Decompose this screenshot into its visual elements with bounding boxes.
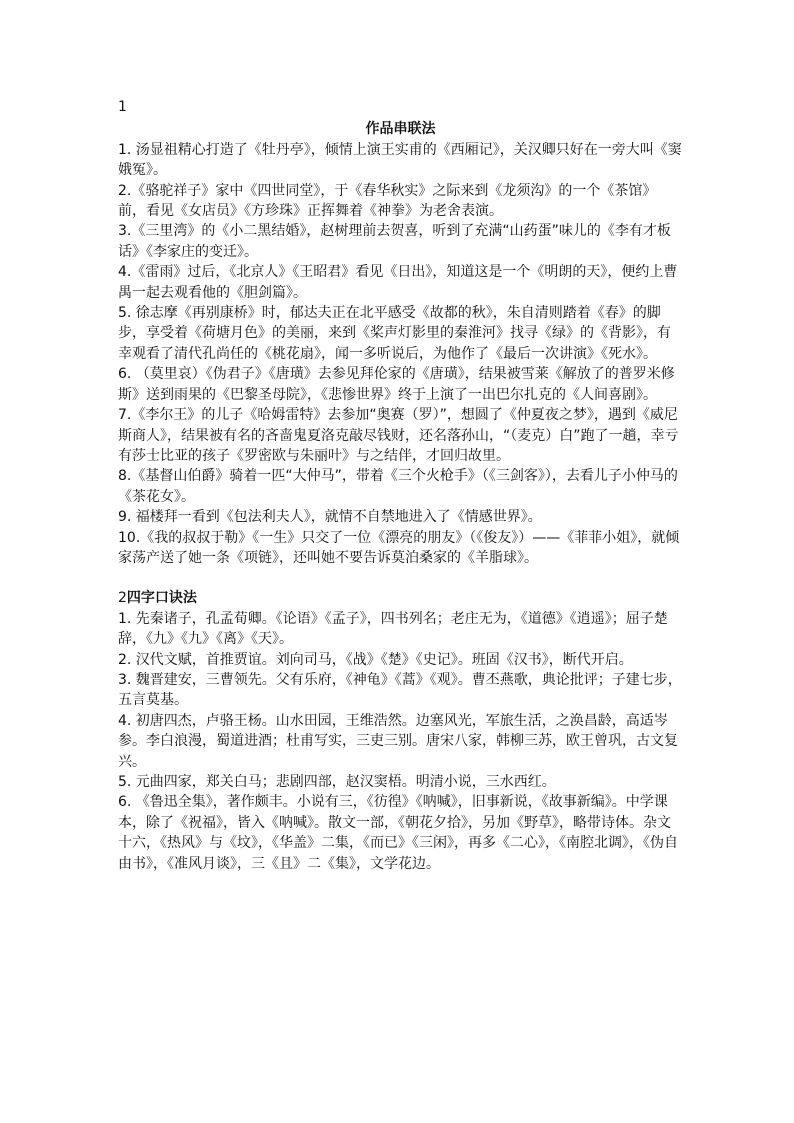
section-1-item: 3.《三里湾》的《小二黑结婚》，赵树理前去贺喜，听到了充满“山药蛋”味儿的《李有才板话》《李家庄的变迁》。 xyxy=(118,223,671,260)
section-2-item: 5. 元曲四家，郑关白马；悲剧四部，赵汉窦梧。明清小说，三水西红。 xyxy=(118,774,556,790)
section-1-item: 7.《李尔王》的儿子《哈姆雷特》去参加“奥赛（罗）”，想圆了《仲夏夜之梦》，遇到《威尼斯商人》，结果被有名的吝啬鬼夏洛克敲尽钱财，还名落孙山，“（麦克）白”跑了一趟，幸亏有莎士比亚的孩子《罗密欧与朱丽叶》与之结伴，才回归故里。 xyxy=(118,407,679,464)
section-2-heading xyxy=(118,588,683,608)
section-1-item: 8.《基督山伯爵》骑着一匹“大仲马”，带着《三个火枪手》（《三剑客》），去看儿子小仲马的《茶花女》。 xyxy=(118,468,678,505)
section-2-item: 3. 魏晋建安，三曹领先。父有乐府，《神龟》《蒿》《观》。曹丕燕歌，典论批评；子建七步，五言莫基。 xyxy=(118,671,682,709)
section-2-item: 6. 《鲁迅全集》，著作颇丰。小说有三，《彷徨》《呐喊》，旧事新说，《故事新编》。中学课本，除了《祝福》，皆入《呐喊》。散文一部，《朝花夕拾》，另加《野草》，略带诗体。杂文十六，《热风》与《坟》，《华盖》二集，《而已》《三闲》，再多《二心》，《南腔北调》，《伪自由书》，《准风月谈》，三《且》二《集》，文学花边。 xyxy=(118,794,678,872)
section-1-title: 作品串联法 xyxy=(365,121,436,138)
section-2-number: 2 xyxy=(118,590,127,607)
section-2-item: 1. 先秦诸子，孔孟荀卿。《论语》《孟子》，四书列名；老庄无为，《道德》《逍遥》；屈子楚辞，《九》《九》《离》《天》。 xyxy=(118,610,668,648)
section-1-item: 1. 汤显祖精心打造了《牡丹亭》，倾情上演王实甫的《西厢记》，关汉卿只好在一旁大叫《窦娥冤》。 xyxy=(118,141,682,179)
section-1-item: 4.《雷雨》过后，《北京人》《王昭君》看见《日出》，知道这是一个《明朗的天》，便约上曹禺一起去观看他的《胆剑篇》。 xyxy=(118,264,678,301)
section-2-item: 2. 汉代文赋，首推贾谊。刘向司马，《战》《楚》《史记》。班固《汉书》，断代开启。 xyxy=(118,651,633,668)
page-number: 1 xyxy=(118,99,127,115)
document-page xyxy=(118,97,683,874)
section-1-item: 10.《我的叔叔于勒》《一生》只交了一位《漂亮的朋友》（《俊友》）——《菲菲小姐》，就倾家荡产送了她一条《项链》，还叫她不要告诉莫泊桑家的《羊脂球》。 xyxy=(118,529,680,566)
section-1-item: 2.《骆驼祥子》家中《四世同堂》，于《春华秋实》之际来到《龙须沟》的一个《茶馆》前，看见《女店员》《方珍珠》正挥舞着《神拳》为老舍表演。 xyxy=(118,182,657,220)
section-2-title: 四字口诀法 xyxy=(126,590,197,607)
section-1-item: 6. （莫里哀）《伪君子》《唐璜》去参见拜伦家的《唐璜》，结果被雪莱《解放了的普罗米修斯》送到雨果的《巴黎圣母院》，《悲惨世界》终于上演了一出巴尔扎克的《人间喜剧》。 xyxy=(118,366,675,403)
section-1-item: 5. 徐志摩《再别康桥》时，郁达夫正在北平感受《故都的秋》，朱自清则踏着《春》的脚步，享受着《荷塘月色》的美丽，来到《桨声灯影里的秦淮河》找寻《绿》的《背影》，有幸观看了清代孔尚任的《桃花扇》，闻一多听说后，为他作了《最后一次讲演》《死水》。 xyxy=(118,305,671,362)
section-2-item: 4. 初唐四杰，卢骆王杨。山水田园，王维浩然。边塞风光，军旅生活，之涣昌龄，高适岑参。李白浪漫，蜀道进酒；杜甫写实，三吏三别。唐宋八家，韩柳三苏，欧王曾巩，古文复兴。 xyxy=(118,712,678,770)
section-1-item: 9. 福楼拜一看到《包法利夫人》，就情不自禁地进入了《情感世界》。 xyxy=(118,509,542,526)
